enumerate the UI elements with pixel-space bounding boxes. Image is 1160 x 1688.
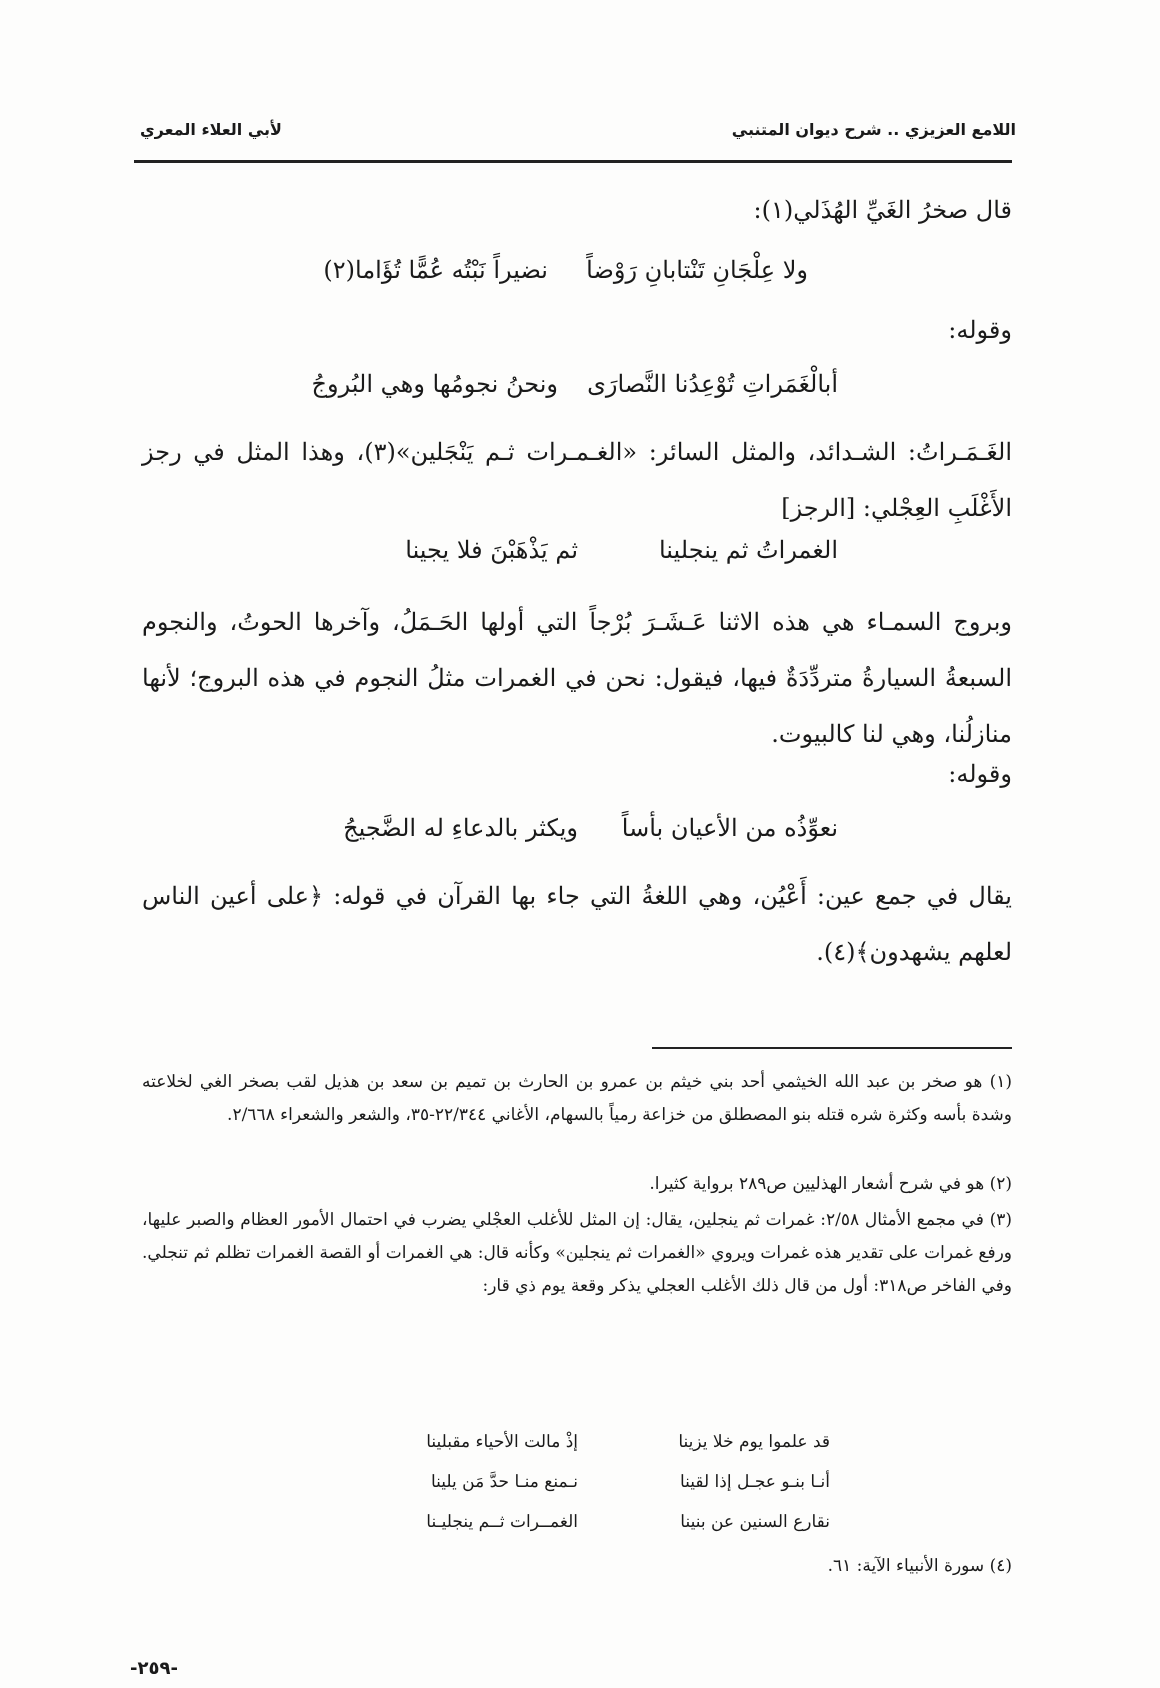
verse-4-second-hemistich: ويكثر بالدعاءِ له الضَّجيجُ	[343, 814, 578, 842]
verse-4-first-hemistich: نعوِّذُه من الأعيان بأساً	[621, 814, 838, 842]
verse-3-first-hemistich: الغمراتُ ثم ينجلينا	[658, 536, 838, 564]
footnote-3: (٣) في مجمع الأمثال ٢/٥٨: غمرات ثم ينجلين، يقال: إن المثل للأغلب العجْلي يضرب في احتمال الأمور العظام والصبر عليها، ورفع غمرات على تقدير هذه غمرات ويروي «الغمرات ثم ينجلين» وكأنه قال: هي الغمرات أو القصة الغمرات تظلم ثم تنجلي. وفي الفاخر ص٣١٨: أول من قال ذلك الأغلب العجلي يذكر وقعة يوم ذي قار:	[142, 1210, 1013, 1296]
footnote-2: (٢) هو في شرح أشعار الهذليين ص٢٨٩ برواية كثيرا.	[649, 1174, 1012, 1194]
verse-1-second-hemistich: نضيراً نَبْتُه عُمًّا تُؤَاما(٢)	[323, 256, 548, 284]
running-header-title: اللامع العزيزي .. شرح ديوان المتنبي	[731, 120, 1016, 139]
intro-line-1: قال صخرُ الغَيِّ الهُذَلي(١):	[753, 196, 1012, 224]
paragraph-2: وبروج السمـاء هي هذه الاثنا عَـشَـرَ بُرْجاً التي أولها الحَـمَلُ، وآخرها الحوتُ، والنجوم السبعةُ السيارةُ متردِّدَةٌ فيها، فيقول: نحن في الغمرات مثلُ النجوم في هذه البروج؛ لأنها منازلُنا، وهي لنا كالبيوت.	[142, 608, 1012, 748]
intro-line-3: وقوله:	[948, 760, 1012, 788]
verse-1-first-hemistich: ولا عِلْجَانِ تَنْتابانِ رَوْضاً	[586, 256, 808, 284]
header-rule	[134, 160, 1012, 163]
running-header-author: لأبي العلاء المعري	[140, 120, 282, 139]
footnote-verse-3-first: نقارع السنين عن بنينا	[680, 1512, 830, 1532]
footnote-verse-2-first: أنـا بنـو عجـل إذا لقينا	[679, 1472, 830, 1492]
intro-line-2: وقوله:	[948, 316, 1012, 344]
paragraph-1: الغَـمَـراتُ: الشـدائد، والمثل السائر: «الغـمـرات ثـم يَنْجَلين»(٣)، وهذا المثل في رجز الأَغْلَبِ العِجْلي: [الرجز]	[142, 438, 1012, 522]
footnote-verse-1-second: إذْ مالت الأحياء مقبلينا	[426, 1432, 578, 1452]
verse-3-second-hemistich: ثم يَذْهَبْنَ فلا يجينا	[405, 536, 578, 564]
footnote-verse-2-second: نـمنع منـا حدَّ مَن يلينا	[430, 1472, 578, 1492]
verse-2-second-hemistich: ونحنُ نجومُها وهي البُروجُ	[311, 370, 558, 398]
verse-2-first-hemistich: أبالْغَمَراتِ تُوْعِدُنا النَّصارَى	[587, 370, 838, 398]
paragraph-3: يقال في جمع عين: أَعْيُن، وهي اللغةُ التي جاء بها القرآن في قوله: ﴿على أعين الناس لعلهم يشهدون﴾(٤).	[142, 882, 1012, 966]
footnote-verse-1-first: قد علموا يوم خلا يزينا	[678, 1432, 830, 1452]
page-number: -٢٥٩-	[130, 1658, 178, 1679]
footnote-verse-3-second: الغمــرات ثــم ينجليـنا	[426, 1512, 578, 1532]
footnote-4: (٤) سورة الأنبياء الآية: ٦١.	[827, 1556, 1012, 1576]
footnote-separator	[652, 1047, 1012, 1049]
footnote-1: (١) هو صخر بن عبد الله الخيثمي أحد بني خيثم بن عمرو بن الحارث بن تميم بن سعد بن هذيل لقب بصخر الغي لخلاعته وشدة بأسه وكثرة شره قتله بنو المصطلق من خزاعة رمياً بالسهام، الأغاني ٢٢/٣٤٤-٣٥، والشعر والشعراء ٢/٦٦٨.	[142, 1072, 1012, 1125]
